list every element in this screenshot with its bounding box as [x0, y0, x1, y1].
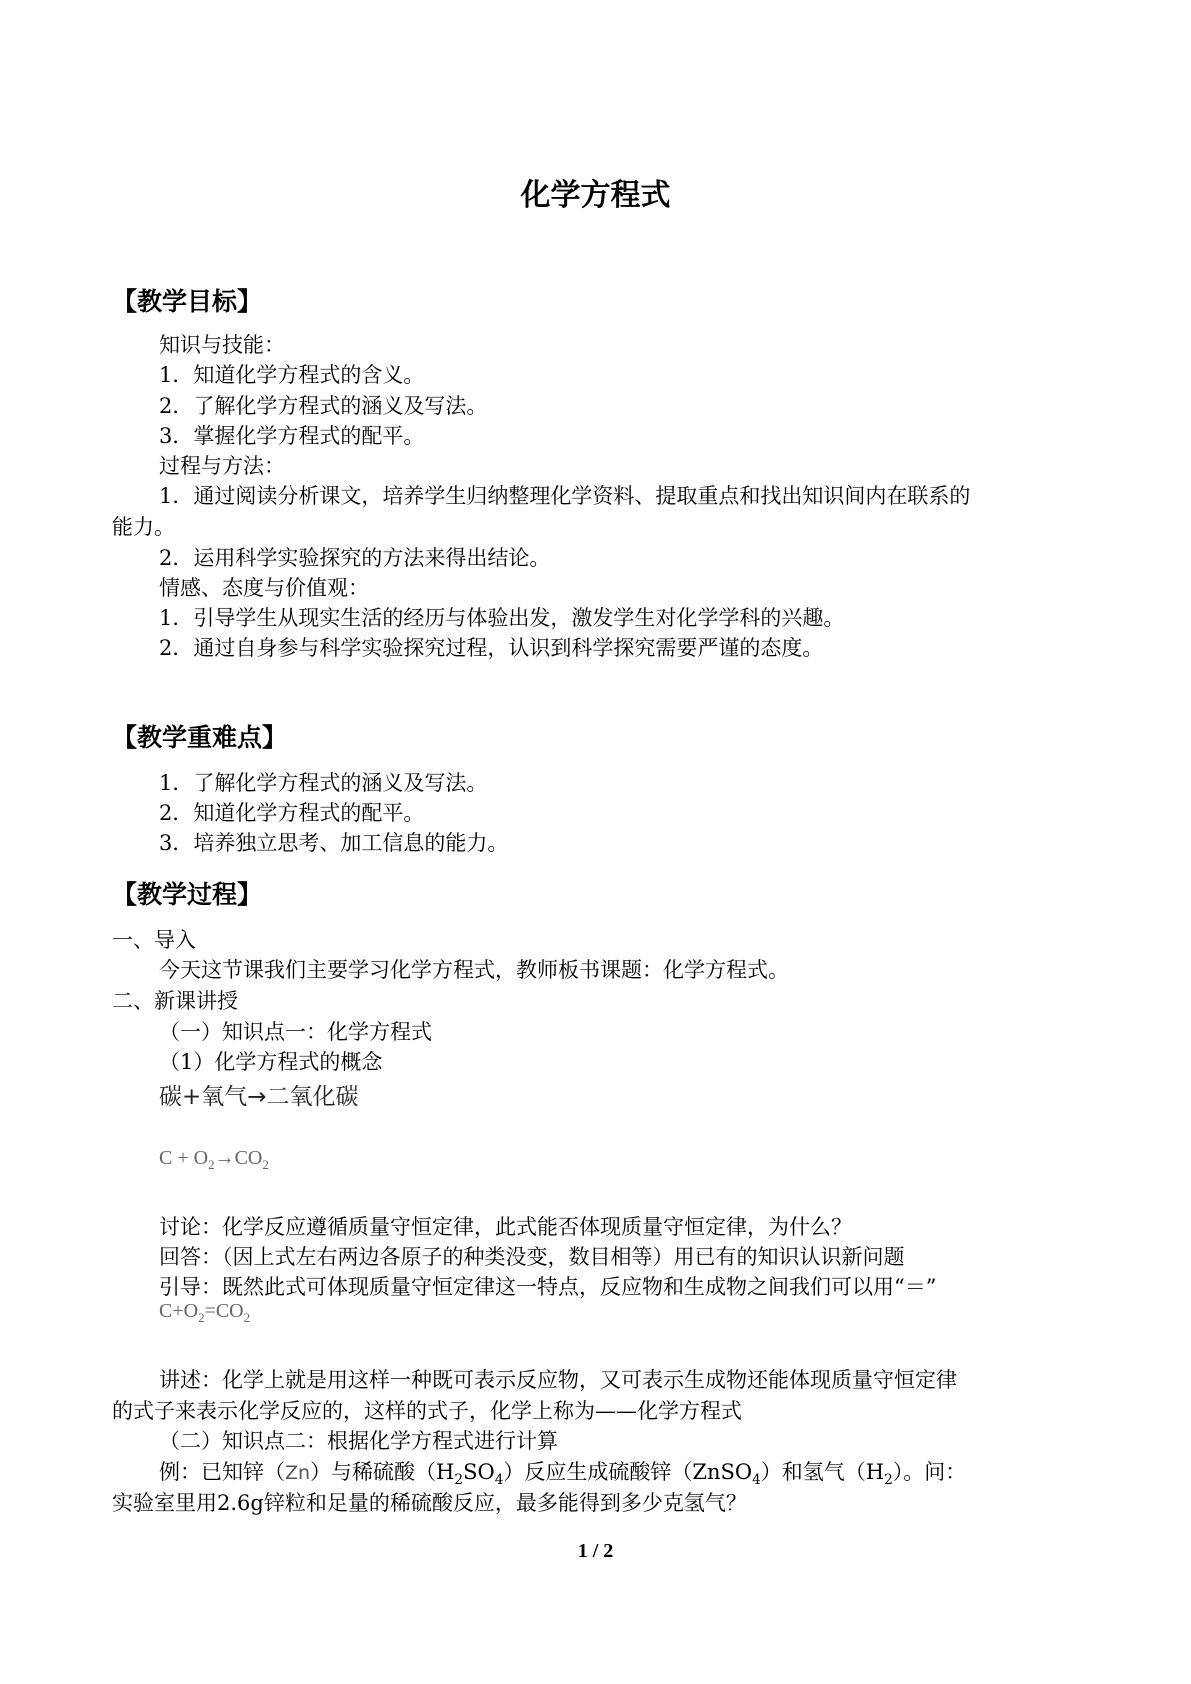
guide-text: 引导：既然此式可体现质量守恒定律这一特点，反应物和生成物之间我们可以用“＝” [159, 1275, 937, 1299]
objectives-process-2: 2．运用科学实验探究的方法来得出结论。 [159, 546, 551, 570]
objectives-process-1b: 能力。 [112, 515, 175, 539]
example-line-1: 例：已知锌（Zn）与稀硫酸$(H_2SO_4)$反应生成硫酸锌（ZnSO$_4$）和氢气$(H_2)$。问： [159, 1460, 967, 1489]
objectives-emotion-2: 2．通过自身参与科学实验探究过程，认识到科学探究需要严谨的态度。 [159, 636, 824, 660]
objectives-knowledge-3: 3．掌握化学方程式的配平。 [159, 424, 425, 448]
objectives-emotion-label: 情感、态度与价值观： [159, 576, 369, 600]
zinc-symbol: Zn [285, 1462, 311, 1484]
discussion-text: 讨论：化学反应遵循质量守恒定律，此式能否体现质量守恒定律，为什么？ [159, 1215, 852, 1239]
knowledge-point-1-sub: （1）化学方程式的概念 [159, 1050, 383, 1074]
page-title: 化学方程式 [520, 178, 671, 213]
word-equation: 碳+氧气→二氧化碳 [159, 1084, 359, 1110]
process-intro-text: 今天这节课我们主要学习化学方程式，教师板书课题：化学方程式。 [159, 958, 789, 982]
objectives-process-label: 过程与方法： [159, 454, 285, 478]
example-line-2: 实验室里用2.6g锌粒和足量的稀硫酸反应，最多能得到多少克氢气？ [112, 1491, 747, 1515]
section-heading-process: 【教学过程】 [112, 880, 263, 909]
section-heading-objectives: 【教学目标】 [112, 287, 263, 316]
objectives-knowledge-1: 1．知道化学方程式的含义。 [159, 363, 425, 387]
lecture-text-a: 讲述：化学上就是用这样一种既可表示反应物，又可表示生成物还能体现质量守恒定律 [159, 1368, 957, 1392]
key-point-2: 2．知道化学方程式的配平。 [159, 801, 425, 825]
page-number: 1 / 2 [577, 1540, 614, 1562]
formula-equation-arrow: $C + O_2\to CO_2$ [159, 1147, 269, 1172]
knowledge-point-2: （二）知识点二：根据化学方程式进行计算 [159, 1429, 558, 1453]
process-new-label: 二、新课讲授 [112, 989, 238, 1013]
lecture-text-b: 的式子来表示化学反应的，这样的式子，化学上称为——化学方程式 [112, 1399, 742, 1423]
objectives-knowledge-2: 2．了解化学方程式的涵义及写法。 [159, 394, 488, 418]
key-point-3: 3．培养独立思考、加工信息的能力。 [159, 831, 509, 855]
key-point-1: 1．了解化学方程式的涵义及写法。 [159, 771, 488, 795]
section-heading-key-points: 【教学重难点】 [112, 723, 288, 752]
answer-text: 回答：（因上式左右两边各原子的种类没变，数目相等）用已有的知识认识新问题 [159, 1245, 905, 1269]
objectives-emotion-1: 1．引导学生从现实生活的经历与体验出发，激发学生对化学学科的兴趣。 [159, 606, 845, 630]
process-intro-label: 一、导入 [112, 928, 196, 952]
knowledge-point-1: （一）知识点一：化学方程式 [159, 1020, 432, 1044]
formula-equation-equals: $C+O_2=CO_2$ [159, 1300, 251, 1325]
objectives-process-1a: 1．通过阅读分析课文，培养学生归纳整理化学资料、提取重点和找出知识间内在联系的 [159, 484, 971, 508]
objectives-knowledge-label: 知识与技能： [159, 333, 285, 357]
